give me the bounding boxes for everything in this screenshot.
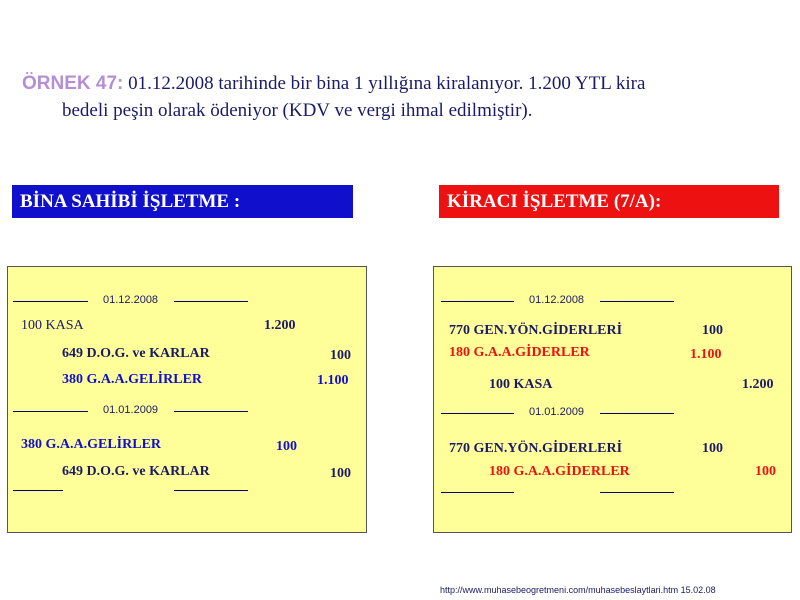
separator-line — [600, 492, 674, 493]
debit-account: 380 G.A.A.GELİRLER — [21, 437, 162, 452]
separator-line — [13, 411, 88, 412]
landlord-banner: BİNA SAHİBİ İŞLETME : — [12, 185, 353, 218]
separator-line — [13, 490, 63, 491]
credit-account: 649 D.O.G. ve KARLAR — [62, 464, 210, 479]
separator-line — [441, 301, 514, 302]
debit-amount: 100 — [276, 439, 297, 454]
credit-amount: 1.100 — [317, 373, 349, 388]
credit-amount: 100 — [755, 464, 776, 479]
debit-amount: 1.100 — [690, 347, 722, 362]
example-label: ÖRNEK 47: — [22, 73, 124, 94]
separator-line — [600, 301, 674, 302]
credit-account: 380 G.A.A.GELİRLER — [62, 372, 203, 387]
separator-line — [174, 301, 248, 302]
debit-amount: 1.200 — [264, 318, 296, 333]
tenant-journal-panel — [433, 266, 792, 533]
example-text — [22, 70, 782, 124]
entry-date: 01.01.2009 — [529, 406, 585, 418]
footer-source-link[interactable]: http://www.muhasebeogretmeni.com/muhasebeslaytlari.htm 15.02.08 — [440, 585, 716, 595]
credit-account: 100 KASA — [489, 377, 553, 392]
separator-line — [441, 492, 514, 493]
credit-account: 180 G.A.A.GİDERLER — [489, 464, 630, 479]
entry-date: 01.01.2009 — [103, 404, 159, 416]
separator-line — [174, 490, 248, 491]
credit-account: 649 D.O.G. ve KARLAR — [62, 346, 210, 361]
separator-line — [441, 413, 514, 414]
entry-date: 01.12.2008 — [529, 294, 585, 306]
tenant-banner: KİRACI İŞLETME (7/A): — [439, 185, 779, 218]
credit-amount: 100 — [330, 348, 351, 363]
debit-account: 770 GEN.YÖN.GİDERLERİ — [449, 441, 623, 456]
debit-account: 180 G.A.A.GİDERLER — [449, 345, 590, 360]
credit-amount: 100 — [330, 466, 351, 481]
landlord-journal-panel — [7, 266, 367, 533]
separator-line — [13, 301, 88, 302]
entry-date: 01.12.2008 — [103, 294, 159, 306]
separator-line — [600, 413, 674, 414]
debit-account: 100 KASA — [21, 318, 84, 333]
debit-amount: 100 — [702, 323, 723, 338]
example-text-line-2: bedeli peşin olarak ödeniyor (KDV ve vergi ihmal edilmiştir). — [62, 100, 533, 121]
debit-amount: 100 — [702, 441, 723, 456]
debit-account: 770 GEN.YÖN.GİDERLERİ — [449, 323, 623, 338]
separator-line — [174, 411, 248, 412]
example-text-line-1: 01.12.2008 tarihinde bir bina 1 yıllığına kiralanıyor. 1.200 YTL kira — [123, 73, 646, 94]
example-line-1 — [22, 70, 782, 97]
credit-amount: 1.200 — [742, 377, 774, 392]
